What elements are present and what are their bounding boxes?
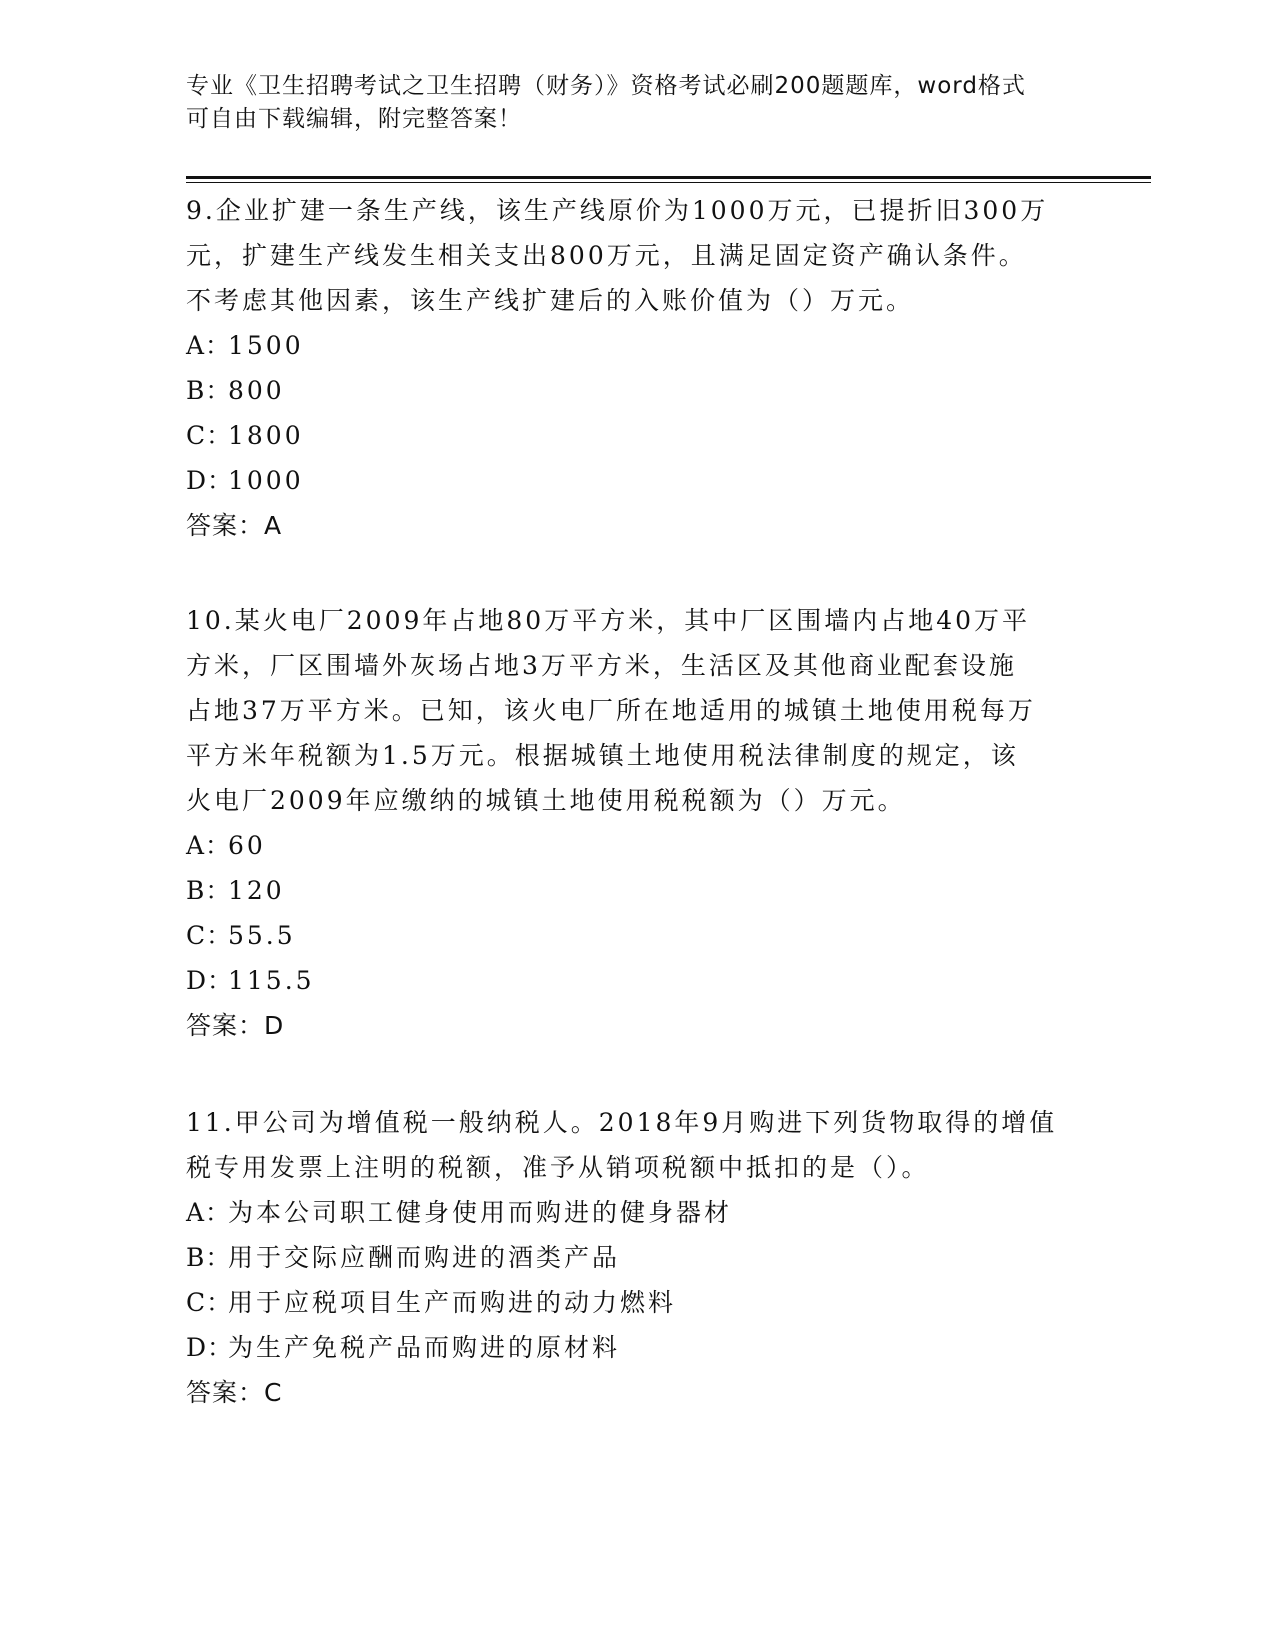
option-value: 1800 (228, 421, 304, 450)
option-b (186, 1235, 1086, 1280)
option-key: A： (186, 331, 232, 360)
question-text-line: 火电厂2009年应缴纳的城镇土地使用税税额为（）万元。 (186, 786, 906, 815)
option-key: C： (186, 421, 233, 450)
option-a (186, 823, 1086, 868)
question-block (186, 188, 1086, 548)
option-value: 800 (228, 376, 285, 405)
option-a (186, 1190, 1086, 1235)
answer-line: 答案：A (186, 511, 283, 540)
option-key: A： (186, 831, 232, 860)
option-value: 为本公司职工健身使用而购进的健身器材 (228, 1198, 733, 1227)
header-divider-thin (186, 182, 1151, 183)
header-line-2: 可自由下载编辑，附完整答案！ (186, 106, 522, 132)
option-value: 55.5 (228, 921, 296, 950)
option-key: B： (186, 376, 232, 405)
question-block (186, 1100, 1086, 1415)
option-key: C： (186, 921, 233, 950)
document-header (186, 70, 1066, 136)
option-value: 115.5 (228, 966, 315, 995)
option-value: 用于应税项目生产而购进的动力燃料 (228, 1288, 677, 1317)
option-value: 用于交际应酬而购进的酒类产品 (228, 1243, 621, 1272)
option-value: 为生产免税产品而购进的原材料 (228, 1333, 621, 1362)
option-key: B： (186, 876, 232, 905)
question-text-line: 不考虑其他因素，该生产线扩建后的入账价值为（）万元。 (186, 286, 915, 315)
option-a (186, 323, 1086, 368)
option-b (186, 868, 1086, 913)
option-key: D： (186, 1333, 234, 1362)
header-divider-thick (186, 176, 1151, 179)
option-value: 1500 (228, 331, 304, 360)
question-text-line: 11.甲公司为增值税一般纳税人。2018年9月购进下列货物取得的增值 (186, 1108, 1058, 1137)
question-text-line: 平方米年税额为1.5万元。根据城镇土地使用税法律制度的规定，该 (186, 741, 1019, 770)
header-line-1: 专业《卫生招聘考试之卫生招聘（财务）》资格考试必刷200题题库，word格式 (186, 73, 1026, 99)
option-key: D： (186, 966, 234, 995)
option-key: C： (186, 1288, 233, 1317)
question-text-line: 占地37万平方米。已知，该火电厂所在地适用的城镇土地使用税每万 (186, 696, 1036, 725)
option-c (186, 413, 1086, 458)
question-text-line: 税专用发票上注明的税额，准予从销项税额中抵扣的是（）。 (186, 1153, 930, 1182)
option-d (186, 458, 1086, 503)
question-text-line: 方米，厂区围墙外灰场占地3万平方米，生活区及其他商业配套设施 (186, 651, 1017, 680)
option-b (186, 368, 1086, 413)
option-key: A： (186, 1198, 232, 1227)
option-key: D： (186, 466, 234, 495)
option-value: 1000 (228, 466, 304, 495)
option-c (186, 913, 1086, 958)
question-text-line: 元，扩建生产线发生相关支出800万元，且满足固定资产确认条件。 (186, 241, 1027, 270)
answer-line: 答案：C (186, 1378, 283, 1407)
answer-line: 答案：D (186, 1011, 285, 1040)
option-d (186, 958, 1086, 1003)
option-c (186, 1280, 1086, 1325)
question-text-line: 10.某火电厂2009年占地80万平方米，其中厂区围墙内占地40万平 (186, 606, 1031, 635)
option-value: 120 (228, 876, 285, 905)
question-block (186, 598, 1086, 1048)
question-text-line: 9.企业扩建一条生产线，该生产线原价为1000万元，已提折旧300万 (186, 196, 1049, 225)
option-value: 60 (228, 831, 266, 860)
option-key: B： (186, 1243, 232, 1272)
option-d (186, 1325, 1086, 1370)
